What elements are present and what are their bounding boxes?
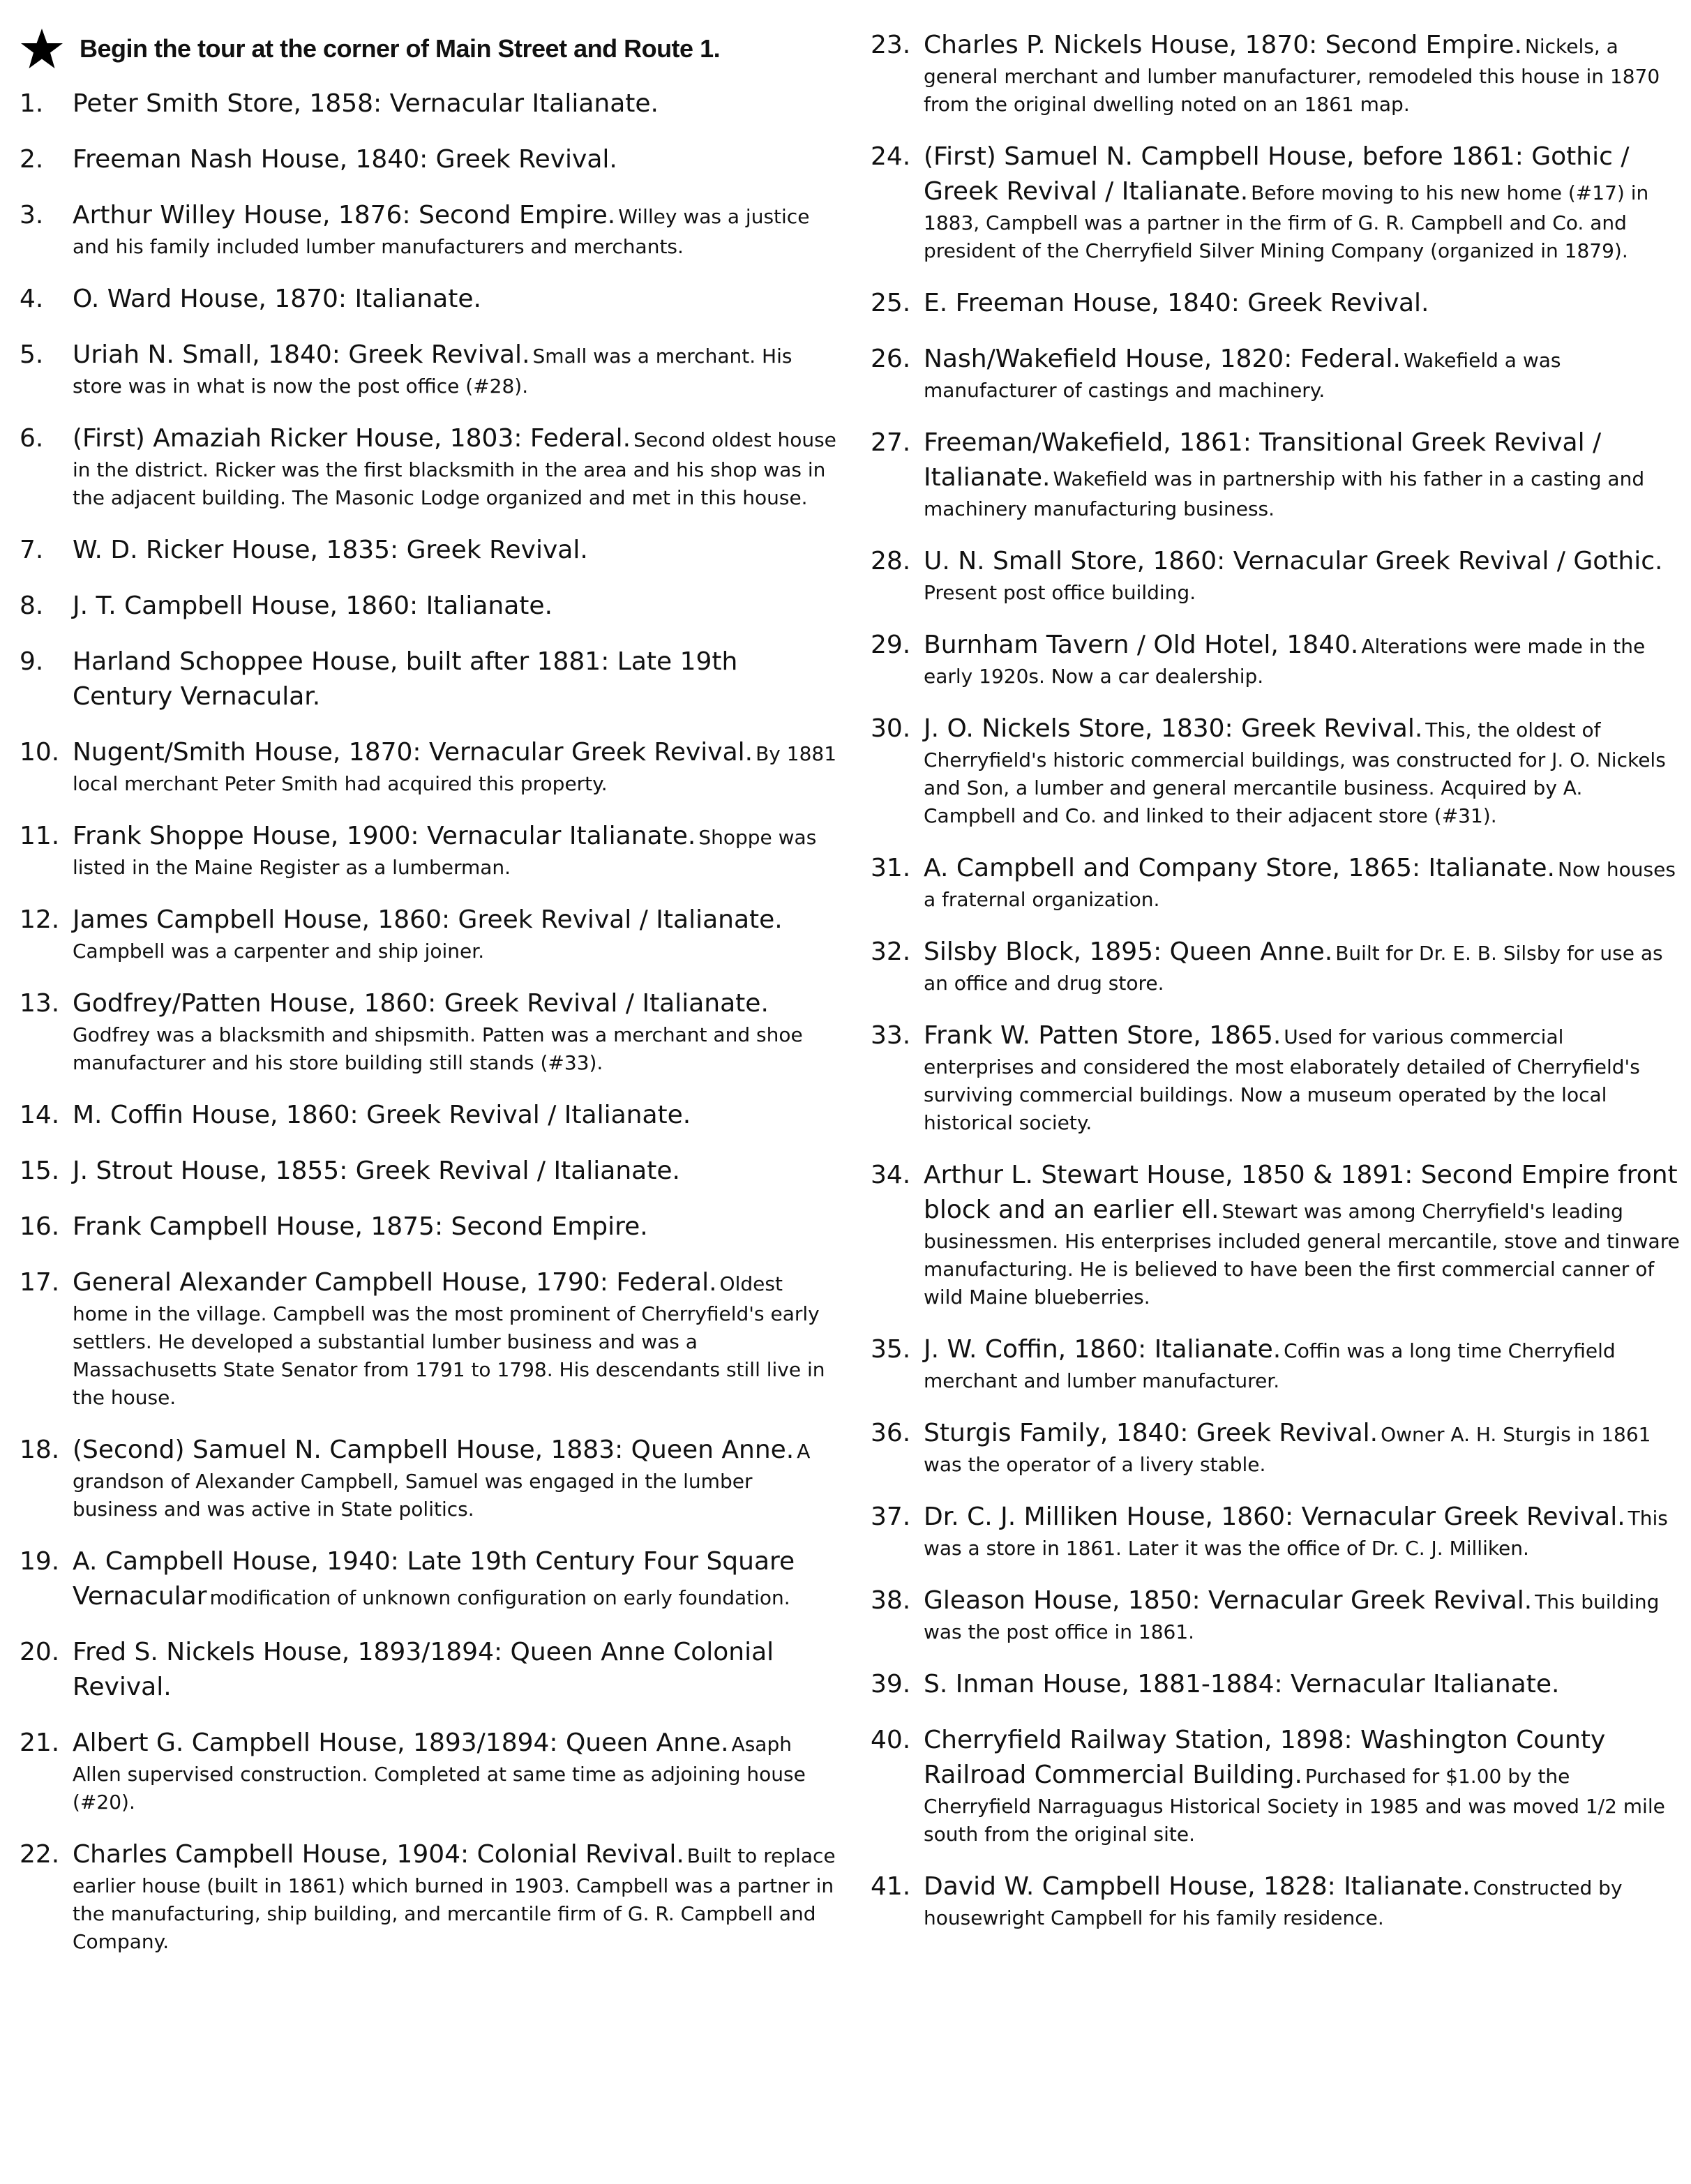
tour-entry bbox=[871, 1332, 1680, 1395]
entry-number: 11. bbox=[20, 822, 60, 850]
entry-body bbox=[73, 142, 837, 177]
entry-description: Used for various commercial enterprises and considered the most elaborately detailed of Cherryfield's surviving commercial buildings. Now a museum operated by the local historical society. bbox=[924, 1025, 1640, 1134]
entry-description: Wakefield was in partnership with his father in a casting and machinery manufacturing business. bbox=[924, 467, 1645, 520]
entry-description: Nickels, a general merchant and lumber manufacturer, remodeled this house in 1870 from the original dwelling noted on an 1861 map. bbox=[924, 35, 1660, 116]
entry-number: 15. bbox=[20, 1157, 60, 1185]
entry-title: Godfrey/Patten House, 1860: Greek Revival / Italianate. bbox=[73, 989, 769, 1018]
entry-title: Peter Smith Store, 1858: Vernacular Italianate. bbox=[73, 89, 659, 118]
entry-title: (Second) Samuel N. Campbell House, 1883: Queen Anne. bbox=[73, 1436, 795, 1464]
entry-description: Asaph Allen supervised construction. Completed at same time as adjoining house (#20). bbox=[73, 1733, 806, 1814]
entry-description: Oldest home in the village. Campbell was the most prominent of Cherryfield's early settlers. He developed a substantial lumber business and was a Massachusetts State Senator from 1791 to 1798. His descendants still live in the house. bbox=[73, 1272, 825, 1409]
entry-title: U. N. Small Store, 1860: Vernacular Greek Revival / Gothic. bbox=[924, 547, 1663, 575]
tour-entry bbox=[20, 1544, 837, 1614]
entry-body bbox=[73, 1154, 837, 1189]
entry-body bbox=[73, 1433, 837, 1523]
tour-entry bbox=[20, 533, 837, 568]
entry-title: J. W. Coffin, 1860: Italianate. bbox=[924, 1335, 1282, 1364]
entry-body bbox=[924, 1158, 1680, 1311]
entry-number: 3. bbox=[20, 201, 44, 229]
entry-body bbox=[73, 282, 837, 317]
entry-body bbox=[924, 1416, 1680, 1479]
entry-body bbox=[924, 342, 1680, 405]
tour-entry bbox=[20, 986, 837, 1077]
entry-body bbox=[73, 533, 837, 568]
entry-title: James Campbell House, 1860: Greek Revival / Italianate. bbox=[73, 905, 783, 934]
entry-description: This building was the post office in 1861. bbox=[924, 1590, 1660, 1643]
tour-entry bbox=[871, 140, 1680, 265]
entry-title: Uriah N. Small, 1840: Greek Revival. bbox=[73, 340, 530, 369]
entry-number: 17. bbox=[20, 1268, 60, 1297]
tour-entry bbox=[20, 1098, 837, 1133]
entry-description: Built to replace earlier house (built in 1861) which burned in 1903. Campbell was a partner in the manufacturing, ship building, and mercantile firm of G. R. Campbell and Company. bbox=[73, 1844, 836, 1953]
entry-body bbox=[924, 1583, 1680, 1646]
entry-description: Coffin was a long time Cherryfield merchant and lumber manufacturer. bbox=[924, 1339, 1616, 1392]
left-entry-list bbox=[20, 86, 837, 1956]
entry-description: A grandson of Alexander Campbell, Samuel was engaged in the lumber business and was active in State politics. bbox=[73, 1440, 811, 1521]
entry-body bbox=[73, 589, 837, 624]
tour-entry bbox=[871, 851, 1680, 914]
entry-body bbox=[924, 28, 1680, 119]
tour-entry bbox=[20, 819, 837, 882]
tour-entry bbox=[871, 1723, 1680, 1848]
entry-title: Arthur Willey House, 1876: Second Empire. bbox=[73, 201, 616, 229]
entry-number: 20. bbox=[20, 1638, 60, 1666]
entry-body bbox=[73, 421, 837, 512]
entry-description: Small was a merchant. His store was in what is now the post office (#28). bbox=[73, 345, 792, 398]
star-icon bbox=[20, 28, 64, 70]
entry-number: 9. bbox=[20, 647, 44, 676]
tour-entry bbox=[20, 645, 837, 714]
tour-entry bbox=[20, 421, 837, 512]
entry-title: Nugent/Smith House, 1870: Vernacular Greek Revival. bbox=[73, 738, 753, 767]
entry-body bbox=[924, 544, 1680, 607]
entry-body bbox=[73, 1210, 837, 1244]
entry-body bbox=[924, 286, 1680, 321]
tour-entry bbox=[871, 28, 1680, 119]
entry-title: E. Freeman House, 1840: Greek Revival. bbox=[924, 289, 1429, 317]
tour-entry bbox=[20, 903, 837, 965]
entry-description: Present post office building. bbox=[924, 581, 1196, 604]
entry-description: Wakefield a was manufacturer of castings and machinery. bbox=[924, 349, 1561, 402]
entry-description: Alterations were made in the early 1920s. Now a car dealership. bbox=[924, 635, 1646, 688]
entry-title: A. Campbell and Company Store, 1865: Italianate. bbox=[924, 854, 1555, 882]
entry-number: 25. bbox=[871, 289, 911, 317]
entry-body bbox=[924, 1332, 1680, 1395]
entry-number: 19. bbox=[20, 1547, 60, 1576]
entry-title: Albert G. Campbell House, 1893/1894: Queen Anne. bbox=[73, 1729, 729, 1757]
entry-number: 1. bbox=[20, 89, 44, 118]
tour-entry bbox=[871, 286, 1680, 321]
entry-title: Fred S. Nickels House, 1893/1894: Queen Anne Colonial Revival. bbox=[73, 1638, 774, 1701]
tour-start-line bbox=[20, 28, 837, 70]
entry-body bbox=[924, 425, 1680, 523]
entry-title: W. D. Ricker House, 1835: Greek Revival. bbox=[73, 536, 588, 564]
entry-title: M. Coffin House, 1860: Greek Revival / Italianate. bbox=[73, 1101, 691, 1129]
entry-number: 5. bbox=[20, 340, 44, 369]
entry-title: Sturgis Family, 1840: Greek Revival. bbox=[924, 1419, 1378, 1447]
entry-body bbox=[73, 86, 837, 121]
entry-number: 34. bbox=[871, 1161, 911, 1189]
entry-title: Cherryfield Railway Station, 1898: Washington County Railroad Commercial Building. bbox=[924, 1726, 1606, 1789]
tour-entry bbox=[20, 198, 837, 261]
entry-body bbox=[924, 851, 1680, 914]
tour-start-text: Begin the tour at the corner of Main Street and Route 1. bbox=[80, 34, 721, 63]
entry-title: J. O. Nickels Store, 1830: Greek Revival. bbox=[924, 714, 1423, 743]
entry-description: Constructed by housewright Campbell for his family residence. bbox=[924, 1876, 1623, 1929]
tour-entry bbox=[20, 735, 837, 798]
tour-entry bbox=[20, 1154, 837, 1189]
entry-number: 28. bbox=[871, 547, 911, 575]
entry-description: Godfrey was a blacksmith and shipsmith. Patten was a merchant and shoe manufacturer and his store building still stands (#33). bbox=[73, 1023, 803, 1074]
entry-title: General Alexander Campbell House, 1790: Federal. bbox=[73, 1268, 717, 1297]
entry-description: Owner A. H. Sturgis in 1861 was the operator of a livery stable. bbox=[924, 1423, 1651, 1476]
entry-number: 33. bbox=[871, 1021, 911, 1050]
entry-body bbox=[73, 1726, 837, 1816]
entry-body bbox=[73, 735, 837, 798]
entry-title: Silsby Block, 1895: Queen Anne. bbox=[924, 937, 1333, 966]
entry-title: Gleason House, 1850: Vernacular Greek Revival. bbox=[924, 1586, 1533, 1615]
entry-body bbox=[73, 1544, 837, 1614]
entry-number: 21. bbox=[20, 1729, 60, 1757]
entry-number: 29. bbox=[871, 631, 911, 659]
tour-entry bbox=[20, 86, 837, 121]
entry-number: 24. bbox=[871, 142, 911, 171]
entry-description: Now houses a fraternal organization. bbox=[924, 858, 1676, 911]
entry-number: 13. bbox=[20, 989, 60, 1018]
entry-title: Burnham Tavern / Old Hotel, 1840. bbox=[924, 631, 1359, 659]
tour-entry bbox=[871, 1583, 1680, 1646]
entry-description: Shoppe was listed in the Maine Register as a lumberman. bbox=[73, 826, 817, 879]
entry-number: 36. bbox=[871, 1419, 911, 1447]
tour-entry bbox=[871, 425, 1680, 523]
tour-entry bbox=[20, 1726, 837, 1816]
tour-entry bbox=[20, 1265, 837, 1412]
entry-title: Charles P. Nickels House, 1870: Second Empire. bbox=[924, 31, 1522, 59]
entry-number: 18. bbox=[20, 1436, 60, 1464]
entry-body bbox=[73, 645, 837, 714]
entry-number: 26. bbox=[871, 345, 911, 373]
entry-body bbox=[73, 903, 837, 965]
entry-body bbox=[73, 986, 837, 1077]
entry-body bbox=[73, 1098, 837, 1133]
entry-description: Purchased for $1.00 by the Cherryfield Narraguagus Historical Society in 1985 and was moved 1/2 mile south from the original site. bbox=[924, 1765, 1665, 1846]
entry-title: O. Ward House, 1870: Italianate. bbox=[73, 285, 481, 313]
entry-description: Second oldest house in the district. Ricker was the first blacksmith in the area and his shop was in the adjacent building. The Masonic Lodge organized and met in this house. bbox=[73, 428, 836, 509]
entry-body bbox=[924, 1723, 1680, 1848]
entry-number: 6. bbox=[20, 424, 44, 453]
entry-title: Freeman/Wakefield, 1861: Transitional Greek Revival / Italianate. bbox=[924, 428, 1602, 492]
tour-entry bbox=[871, 342, 1680, 405]
right-entry-list bbox=[871, 28, 1680, 1932]
entry-description: Stewart was among Cherryfield's leading businessmen. His enterprises included general mercantile, stove and tinware manufacturing. He is believed to have been the first commercial canner of wild Maine blueberries. bbox=[924, 1200, 1680, 1309]
tour-entry bbox=[871, 1869, 1680, 1932]
entry-number: 27. bbox=[871, 428, 911, 457]
entry-number: 12. bbox=[20, 905, 60, 934]
tour-entry bbox=[871, 1667, 1680, 1702]
entry-number: 32. bbox=[871, 937, 911, 966]
entry-description: Campbell was a carpenter and ship joiner. bbox=[73, 940, 485, 963]
entry-body bbox=[924, 628, 1680, 691]
entry-number: 10. bbox=[20, 738, 60, 767]
entry-number: 37. bbox=[871, 1503, 911, 1531]
entry-body bbox=[924, 935, 1680, 997]
entry-title: Dr. C. J. Milliken House, 1860: Vernacular Greek Revival. bbox=[924, 1503, 1625, 1531]
entry-title: J. T. Campbell House, 1860: Italianate. bbox=[73, 592, 553, 620]
entry-number: 2. bbox=[20, 145, 44, 174]
right-column bbox=[871, 28, 1680, 1953]
tour-entry bbox=[871, 1416, 1680, 1479]
tour-entry bbox=[20, 1210, 837, 1244]
entry-description: By 1881 local merchant Peter Smith had acquired this property. bbox=[73, 742, 837, 795]
tour-entry bbox=[20, 338, 837, 400]
tour-entry bbox=[871, 628, 1680, 691]
tour-entry bbox=[20, 142, 837, 177]
tour-entry bbox=[871, 1500, 1680, 1562]
entry-number: 39. bbox=[871, 1670, 911, 1699]
entry-title: Frank W. Patten Store, 1865. bbox=[924, 1021, 1282, 1050]
entry-body bbox=[73, 338, 837, 400]
tour-entry bbox=[20, 1635, 837, 1705]
entry-title: Freeman Nash House, 1840: Greek Revival. bbox=[73, 145, 617, 174]
entry-title: S. Inman House, 1881-1884: Vernacular Italianate. bbox=[924, 1670, 1560, 1699]
entry-body bbox=[73, 1837, 837, 1956]
tour-entry bbox=[871, 1158, 1680, 1311]
entry-title: A. Campbell House, 1940: Late 19th Century Four Square Vernacular bbox=[73, 1547, 795, 1611]
entry-title: Harland Schoppee House, built after 1881: Late 19th Century Vernacular. bbox=[73, 647, 738, 711]
entry-body bbox=[924, 1667, 1680, 1702]
entry-body bbox=[924, 1869, 1680, 1932]
entry-title: David W. Campbell House, 1828: Italianate. bbox=[924, 1872, 1471, 1901]
tour-entry bbox=[20, 1837, 837, 1956]
tour-entry bbox=[20, 589, 837, 624]
tour-entry bbox=[871, 544, 1680, 607]
entry-number: 30. bbox=[871, 714, 911, 743]
entry-body bbox=[924, 1500, 1680, 1562]
entry-number: 41. bbox=[871, 1872, 911, 1901]
entry-description: Built for Dr. E. B. Silsby for use as an office and drug store. bbox=[924, 942, 1663, 995]
entry-body bbox=[924, 711, 1680, 830]
entry-title: Frank Campbell House, 1875: Second Empire. bbox=[73, 1212, 648, 1241]
tour-entry bbox=[871, 1018, 1680, 1137]
entry-number: 4. bbox=[20, 285, 44, 313]
entry-description: Before moving to his new home (#17) in 1883, Campbell was a partner in the firm of G. R. Campbell and Co. and president of the Cherryfield Silver Mining Company (organized in 1879). bbox=[924, 181, 1649, 262]
entry-number: 31. bbox=[871, 854, 911, 882]
tour-entry bbox=[20, 1433, 837, 1523]
tour-entry bbox=[20, 282, 837, 317]
entry-number: 7. bbox=[20, 536, 44, 564]
entry-title: J. Strout House, 1855: Greek Revival / Italianate. bbox=[73, 1157, 680, 1185]
entry-body bbox=[73, 1265, 837, 1412]
entry-title: (First) Amaziah Ricker House, 1803: Federal. bbox=[73, 424, 631, 453]
entry-number: 23. bbox=[871, 31, 911, 59]
entry-description: This, the oldest of Cherryfield's historic commercial buildings, was constructed for J. O. Nickels and Son, a lumber and general mercantile business. Acquired by A. Campbell and Co. and linked to their adjacent store (#31). bbox=[924, 718, 1666, 827]
entry-number: 8. bbox=[20, 592, 44, 620]
entry-number: 40. bbox=[871, 1726, 911, 1754]
tour-entry bbox=[871, 711, 1680, 830]
entry-number: 35. bbox=[871, 1335, 911, 1364]
entry-body bbox=[924, 1018, 1680, 1137]
entry-description: This was a store in 1861. Later it was the office of Dr. C. J. Milliken. bbox=[924, 1507, 1668, 1560]
entry-title: Nash/Wakefield House, 1820: Federal. bbox=[924, 345, 1401, 373]
entry-number: 16. bbox=[20, 1212, 60, 1241]
entry-number: 38. bbox=[871, 1586, 911, 1615]
entry-body bbox=[73, 198, 837, 261]
tour-entry bbox=[871, 935, 1680, 997]
entry-description: Willey was a justice and his family included lumber manufacturers and merchants. bbox=[73, 205, 810, 258]
entry-body bbox=[924, 140, 1680, 265]
entry-description: modification of unknown configuration on early foundation. bbox=[209, 1586, 790, 1609]
entry-title: Charles Campbell House, 1904: Colonial Revival. bbox=[73, 1840, 684, 1869]
entry-number: 14. bbox=[20, 1101, 60, 1129]
entry-title: (First) Samuel N. Campbell House, before 1861: Gothic / Greek Revival / Italianate. bbox=[924, 142, 1630, 206]
entry-title: Frank Shoppe House, 1900: Vernacular Italianate. bbox=[73, 822, 696, 850]
left-column bbox=[20, 28, 837, 1977]
entry-number: 22. bbox=[20, 1840, 60, 1869]
entry-body bbox=[73, 1635, 837, 1705]
entry-body bbox=[73, 819, 837, 882]
entry-title: Arthur L. Stewart House, 1850 & 1891: Second Empire front block and an earlier ell. bbox=[924, 1161, 1678, 1224]
